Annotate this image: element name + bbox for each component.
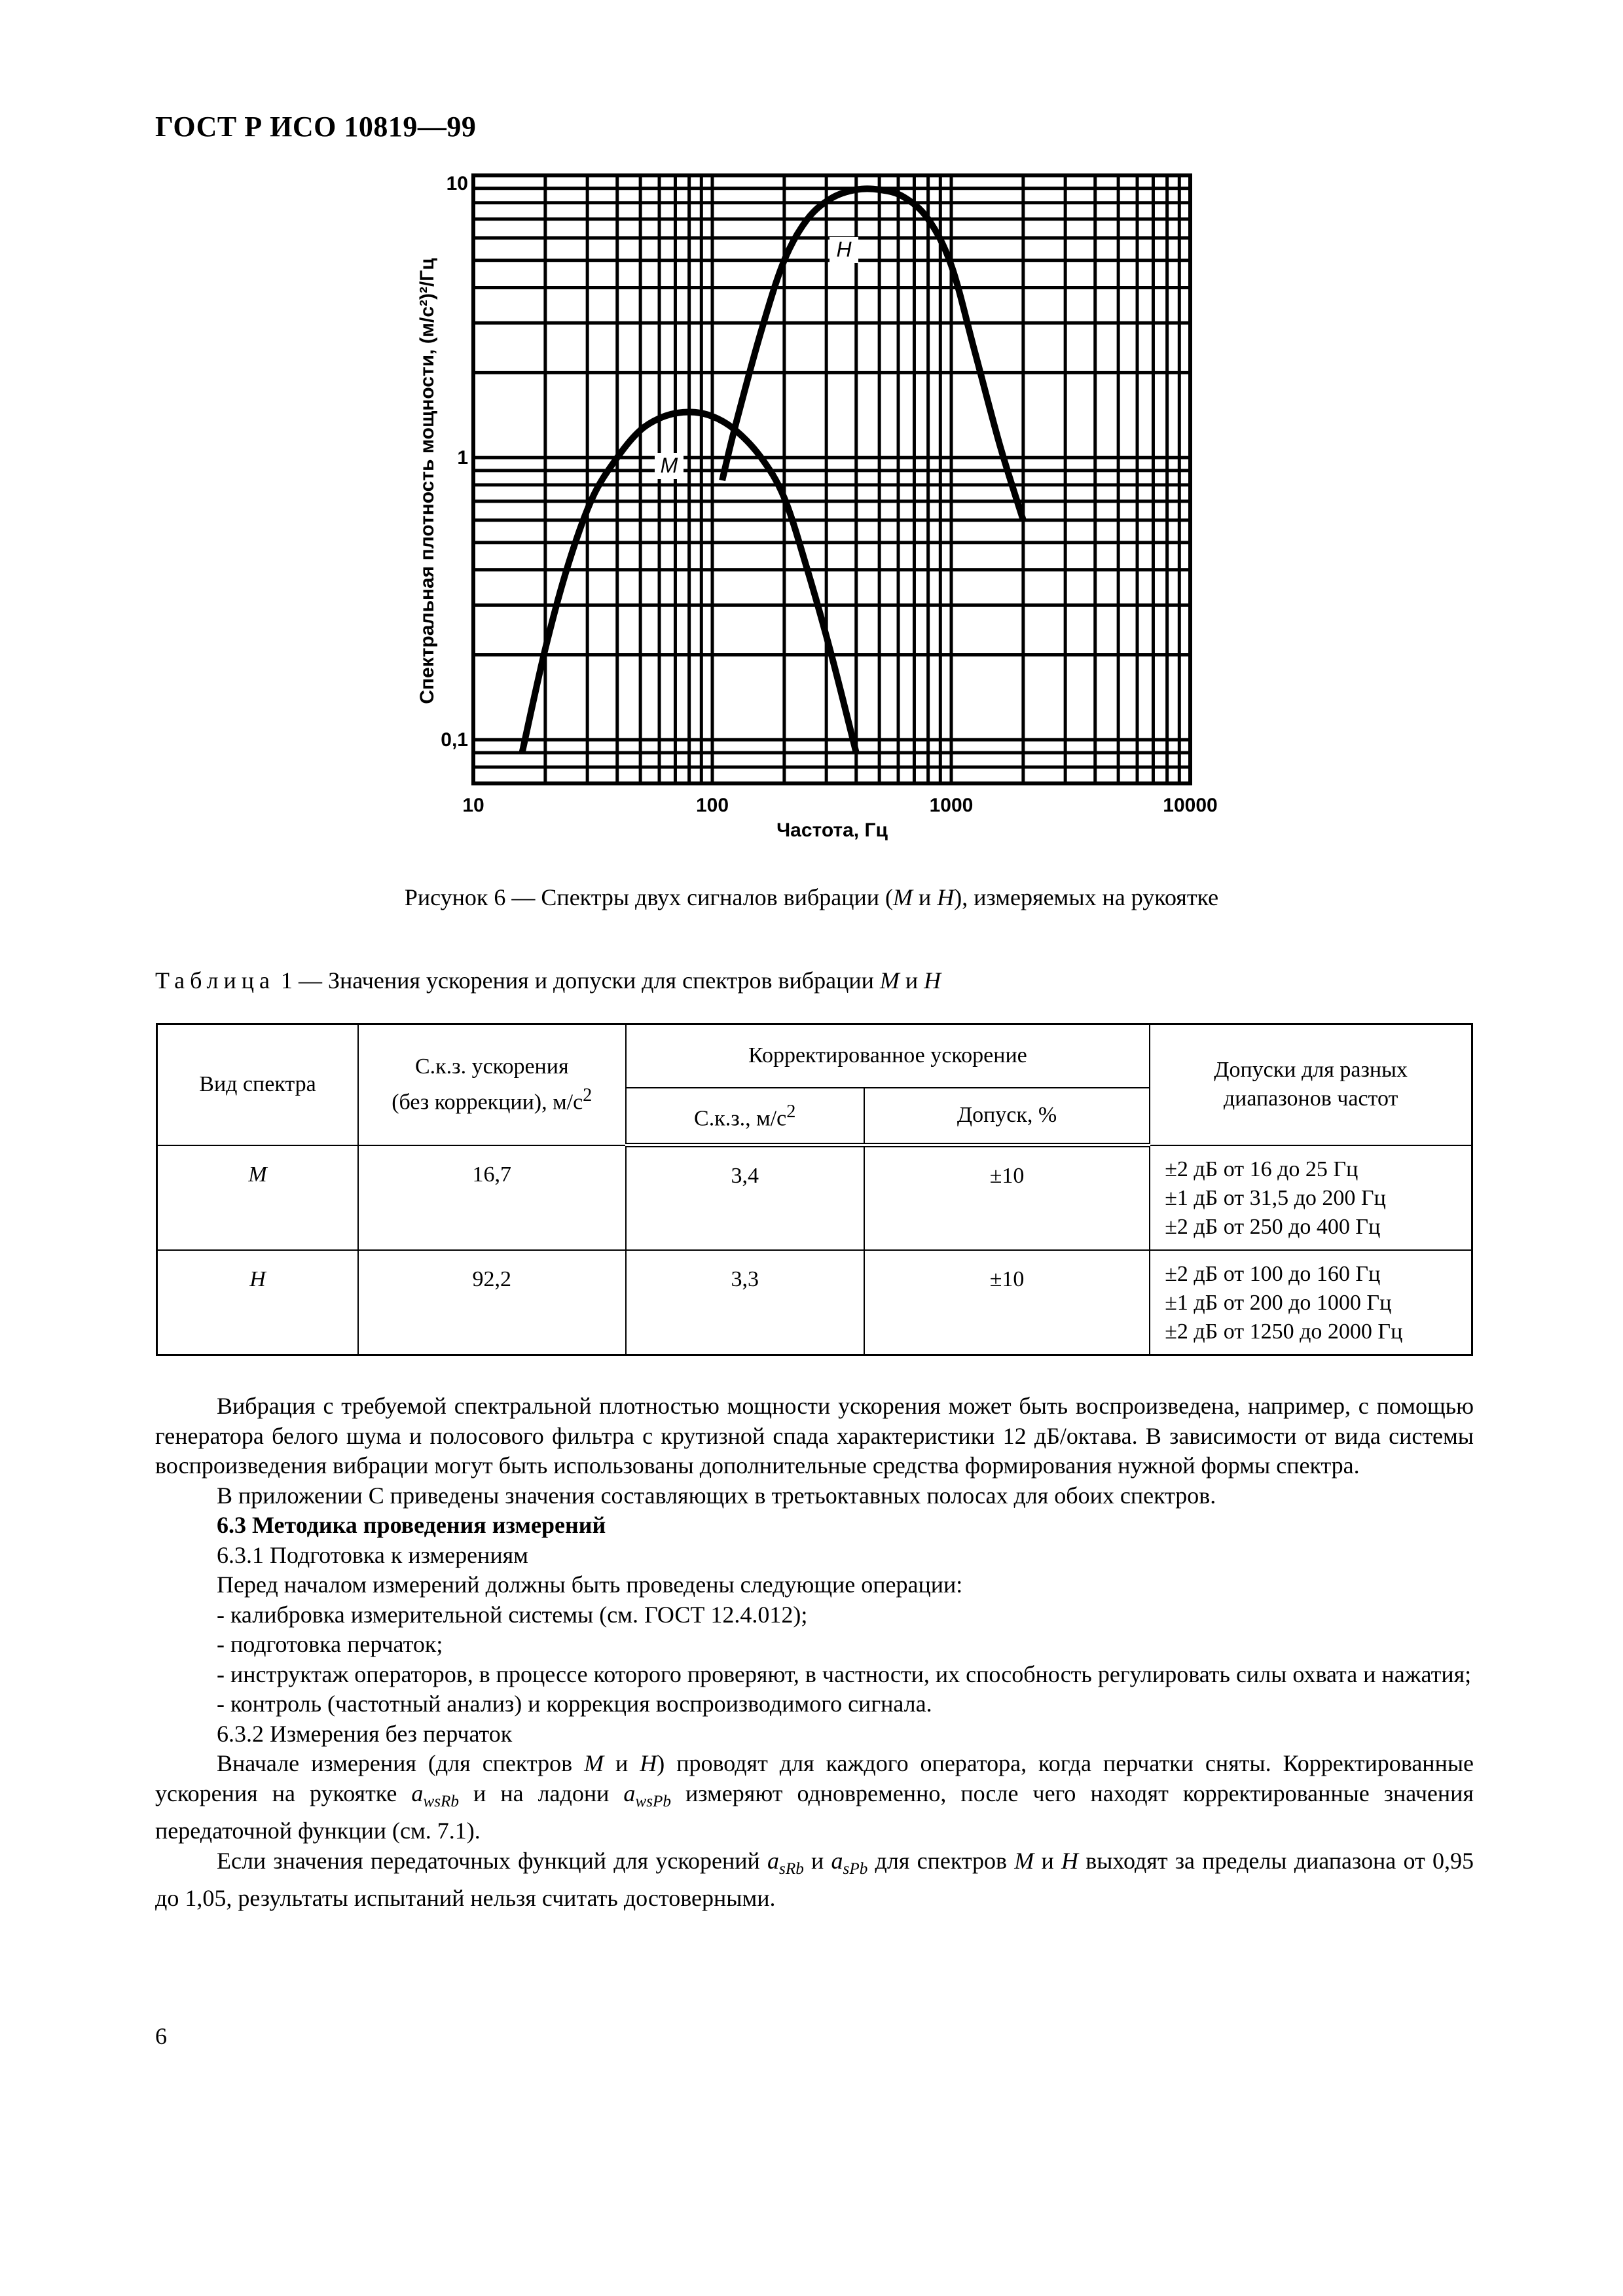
- cell-rms: 92,2: [358, 1250, 625, 1355]
- table-row: [157, 1145, 1472, 1250]
- p4-text: ) проводят для каждого оператора, когда перчатки сняты. Корректированные ускорения на рукоятке: [155, 1750, 1474, 1806]
- var-a: a: [831, 1847, 843, 1874]
- section-heading-6-3-2: 6.3.2 Измерения без перчаток: [217, 1720, 513, 1747]
- header-corr-rms-sup: 2: [786, 1102, 796, 1122]
- list-item: - подготовка перчаток;: [217, 1631, 443, 1657]
- var-a: a: [623, 1780, 636, 1806]
- page-number: 6: [155, 2023, 167, 2049]
- var-sub: wsPb: [635, 1792, 672, 1810]
- p5-text: и: [803, 1847, 831, 1874]
- body-text: [155, 1391, 1474, 1914]
- paragraph-4: [155, 1749, 1474, 1846]
- range-line: ±1 дБ от 31,5 до 200 Гц: [1165, 1185, 1386, 1210]
- spectrum-table: [156, 1023, 1473, 1356]
- var-sub: sRb: [779, 1859, 804, 1878]
- caption-h: H: [937, 884, 955, 910]
- var-sub: sPb: [843, 1859, 868, 1878]
- header-rms-line2: (без коррекции), м/с: [392, 1090, 583, 1115]
- range-line: ±2 дБ от 100 до 160 Гц: [1165, 1261, 1381, 1286]
- caption-m: M: [893, 884, 913, 910]
- section-heading-6-3: 6.3 Методика проведения измерений: [217, 1512, 606, 1538]
- table-title-m: M: [879, 967, 900, 994]
- p5-text: Если значения передаточных функций для ускорений: [217, 1847, 768, 1874]
- x-tick-label: 1000: [929, 795, 974, 816]
- table-title-text: 1 — Значения ускорения и допуски для спектров вибрации: [274, 967, 880, 994]
- y-tick-label: 1: [457, 447, 468, 469]
- list-item: - контроль (частотный анализ) и коррекция воспроизводимого сигнала.: [217, 1691, 932, 1717]
- plot-frame: [473, 175, 1190, 783]
- cell-rms: 16,7: [358, 1145, 625, 1250]
- paragraph-3: Перед началом измерений должны быть проведены следующие операции:: [217, 1571, 963, 1598]
- caption-and: и: [913, 884, 938, 910]
- header-rms-line1: С.к.з. ускорения: [414, 1054, 569, 1079]
- table-title-prefix: Таблица: [155, 967, 275, 994]
- paragraph-2: В приложении С приведены значения составляющих в третьоктавных полосах для обоих спектров.: [217, 1482, 1216, 1509]
- y-tick-label: 10: [446, 173, 468, 194]
- var-a: a: [411, 1780, 424, 1806]
- x-tick-label: 10: [462, 795, 484, 816]
- header-corr-rms-text: С.к.з., м/с: [694, 1106, 787, 1131]
- p4-text: и: [604, 1750, 640, 1776]
- cell-tolerance: ±10: [864, 1250, 1150, 1355]
- table-title-and: и: [899, 967, 924, 994]
- y-axis-label: Спектральная плотность мощности, (м/с²)²/Гц: [416, 258, 438, 704]
- p5-text: и: [1034, 1847, 1061, 1874]
- var-a: a: [767, 1847, 780, 1874]
- cell-tolerance: ±10: [864, 1145, 1150, 1250]
- p5-text: выходят за пределы диапазона от 0,95 до 1,05, результаты испытаний нельзя считать достоверными.: [155, 1847, 1474, 1912]
- figure-caption: [0, 884, 1623, 911]
- paragraph-1: Вибрация с требуемой спектральной плотностью мощности ускорения может быть воспроизведена, например, с помощью генератора белого шума и полосового фильтра с крутизной спада характеристики 12 дБ/октава. В зависимости от вида системы воспроизведения вибрации могут быть использованы дополнительные средства формирования нужной формы спектра.: [155, 1393, 1474, 1479]
- header-ranges-line2: диапазонов частот: [1223, 1086, 1398, 1111]
- section-heading-6-3-1: 6.3.1 Подготовка к измерениям: [217, 1541, 528, 1568]
- caption-suffix: ), измеряемых на рукоятке: [954, 884, 1219, 910]
- header-rms: [358, 1024, 625, 1145]
- p4-text: Вначале измерения (для спектров: [217, 1750, 585, 1776]
- curve-label-m: M: [660, 454, 678, 477]
- header-ranges: [1150, 1024, 1472, 1145]
- p4-text: и на ладони: [459, 1780, 624, 1806]
- table-row: [157, 1250, 1472, 1355]
- range-line: ±1 дБ от 200 до 1000 Гц: [1165, 1290, 1392, 1315]
- document-header: ГОСТ Р ИСО 10819—99: [155, 111, 477, 143]
- cell-corr-rms: 3,4: [626, 1145, 864, 1250]
- x-tick-label: 100: [695, 795, 729, 816]
- cell-ranges: [1150, 1145, 1472, 1250]
- p4-text: измеряют одновременно, после чего находят корректированные значения передаточной функции (см. 7.1).: [155, 1780, 1474, 1844]
- p5-m: M: [1014, 1847, 1034, 1874]
- var-sub: wsRb: [423, 1792, 459, 1810]
- cell-corr-rms: 3,3: [626, 1250, 864, 1355]
- p5-text: для спектров: [867, 1847, 1015, 1874]
- list-item: - инструктаж операторов, в процессе которого проверяют, в частности, их способность регулировать силы охвата и нажатия;: [217, 1660, 1472, 1687]
- list-item: - калибровка измерительной системы (см. ГОСТ 12.4.012);: [217, 1601, 808, 1628]
- y-tick-label: 0,1: [441, 729, 468, 751]
- spectrum-chart: [0, 0, 1623, 864]
- curve-label-h: H: [836, 238, 852, 261]
- header-corrected: Корректированное ускорение: [626, 1024, 1150, 1088]
- p4-h: H: [640, 1750, 657, 1776]
- table-title-h: H: [924, 967, 941, 994]
- table-title: [155, 967, 941, 994]
- chart-grid: [473, 175, 1190, 783]
- cell-kind: M: [157, 1145, 359, 1250]
- p4-m: M: [584, 1750, 604, 1776]
- header-kind: Вид спектра: [157, 1024, 359, 1145]
- cell-kind: H: [157, 1250, 359, 1355]
- range-line: ±2 дБ от 250 до 400 Гц: [1165, 1214, 1381, 1239]
- header-ranges-line1: Допуски для разных: [1214, 1058, 1408, 1083]
- p5-h: H: [1061, 1847, 1078, 1874]
- paragraph-5: [155, 1846, 1474, 1914]
- cell-ranges: [1150, 1250, 1472, 1355]
- axis-ticks: [441, 173, 1217, 816]
- range-line: ±2 дБ от 1250 до 2000 Гц: [1165, 1319, 1403, 1344]
- header-rms-sup: 2: [583, 1085, 593, 1106]
- range-line: ±2 дБ от 16 до 25 Гц: [1165, 1157, 1359, 1181]
- caption-text: Рисунок 6 — Спектры двух сигналов вибрации (: [404, 884, 894, 910]
- x-axis-label: Частота, Гц: [776, 819, 888, 841]
- header-tolerance: Допуск, %: [864, 1088, 1150, 1145]
- x-tick-label: 10000: [1163, 795, 1218, 816]
- header-corr-rms: [626, 1088, 864, 1145]
